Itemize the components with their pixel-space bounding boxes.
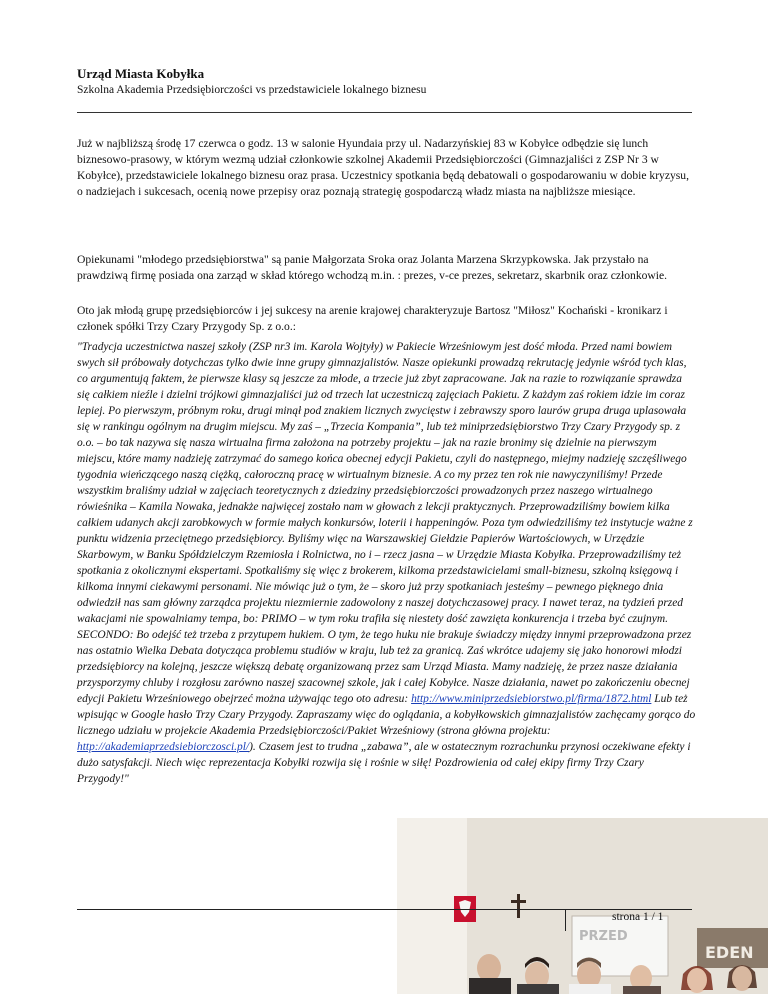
footer-divider (77, 909, 692, 910)
footer-tick (565, 909, 566, 931)
paragraph-intro-quote: Oto jak młodą grupę przedsiębiorców i jej sukcesy na arenie krajowej charakteryzuje Bartosz "Miłosz" Kochański - kronikarz i członek spółki Trzy Czary Przygody Sp. z o.o.: (77, 304, 668, 333)
quote-text-part3: ). Czasem jest to trudna „zabawa”, ale w ostatecznym rozrachunku przynosi oczekiwane efekty i dużo satysfakcji. Niech więc reprezentacja Kobyłki rozwija się i rośnie w siłę! Pozdrowienia od całej ekipy firmy Trzy Czary Przygody!" (77, 741, 691, 785)
quote-text-part2: Lub też wpisując w Google hasło Trzy Czary Przygody. Zapraszamy więc do oglądania, a kobyłkowskich gimnazjalistów zachęcamy gorąco do licznego udziału w projekcie Akademia Przedsiębiorczości/Pakiet Wrześniowy (strona główna projektu: (77, 693, 696, 737)
quote-block (77, 339, 697, 787)
project-home-link[interactable]: http://akademiaprzedsiebiorczosci.pl/ (77, 741, 250, 753)
page-title: Urząd Miasta Kobyłka (77, 66, 205, 81)
page-subtitle: Szkolna Akademia Przedsiębiorczości vs przedstawiciele lokalnego biznesu (77, 84, 427, 96)
company-page-link[interactable]: http://www.miniprzedsiebiorstwo.pl/firma/1872.html (411, 693, 652, 705)
paragraph-announcement: Już w najbliższą środę 17 czerwca o godz. 13 w salonie Hyundaia przy ul. Nadarzyńskiej 83 w Kobyłce odbędzie się lunch biznesowo-prasowy, w którym wezmą udział członkowie szkolnej Akademii Przedsiębiorczości (Gimnazjaliści z ZSP Nr 3 w Kobyłce), przedstawiciele lokalnego biznesu oraz prasa. Uczestnicy spotkania będą debatowali o gospodarowaniu w dobie kryzysu, o nadziejach i sukcesach, ocenią nowe przepisy oraz poznają strategię gospodarczą władz miasta na najbliższe miesiące. (77, 137, 690, 198)
header-divider (77, 112, 692, 113)
board-text-right: EDEN (705, 943, 754, 962)
page-number: strona 1 / 1 (612, 911, 664, 923)
board-text-left: PRZED (579, 929, 628, 944)
group-photo (397, 818, 768, 994)
quote-text-part1: "Tradycja uczestnictwa naszej szkoły (ZSP nr3 im. Karola Wojtyły) w Pakiecie Wrześniowym jest dość młoda. Przed nami bowiem swych sił próbowały dotychczas tylko dwie inne grupy gimnazjalistów. Nasze opiekunki prowadzą rekrutację jedynie wśród tych klas, co argumentują faktem, że pierwsze klasy są jeszcze za młode, a trzecie już zbyt zapracowane. Jak na razie to rozwiązanie sprawdza się całkiem nieźle i dzielni trójkowi gimnazjaliści już od trzech lat uczestniczą zajęciach Pakietu. Z każdym zaś rokiem idzie im coraz lepiej. Po pierwszym, próbnym roku, drugi minął pod znakiem licznych zwycięstw i zebrawszy sporo laurów grupa druga uplasowała się w rankingu ogólnym na drugim miejscu. My zaś – „Trzecia Kompania”, lub też miniprzedsiębiorstwo Trzy Czary Przygody sp. z o.o. – bo tak nazywa się nasza wirtualna firma założona na potrzeby projektu – jak na razie bronimy się dzielnie na pierwszym miejscu, które mamy nadzieję zatrzymać do samego końca obecnej edycji Pakietu, czyli do następnego, miejmy nadzieję szczęśliwego tygodnia wieńczącego naszą ciężką, całoroczną pracę w wirtualnym biznesie. A co my przez ten rok nie nawyczyniliśmy! Przede wszystkim braliśmy udział w zajęciach teoretycznych z dziedziny przedsiębiorczości prowadzonych przez naszego wirtualnego rówieśnika – Kamila Nowaka, jednakże najwięcej zostało nam w głowach z lekcji praktycznych. Przeprowadziliśmy bowiem kilka całkiem udanych akcji zarobkowych w formie małych konkursów, loterii i happeningów. Poza tym odwiedziliśmy też instytucje ważne z punktu widzenia przeciętnego przedsiębiorcy. Byliśmy więc na Warszawskiej Giełdzie Papierów Wartościowych, w Urzędzie Skarbowym, w Banku Spółdzielczym Rzemiosła i Rolnictwa, no i – rzecz jasna – w Urzędzie Miasta Kobyłka. Przeprowadziliśmy też spotkania z okolicznymi ekspertami. Spotkaliśmy się więc z brokerem, kilkoma przedstawicielami small-biznesu, szkolną księgową i kilkoma innymi ciekawymi personami. Nie mówiąc już o tym, że – skoro już przy spotkaniach jesteśmy – pewnego pięknego dnia odwiedził nas sam główny zarządca projektu niezmiernie zadowolony z naszej dotychczasowej pracy. I nawet teraz, na tydzień przed wakacjami nie spowalniamy tempa, bo: PRIMO – w tym roku trafiła się niestety dość zawzięta konkurencja i trzeba być czujnym. SECONDO: Bo odejść też trzeba z przytupem hukiem. O tym, że tego huku nie brakuje świadczy między innymi przeprowadzona przez nas ostatnio Wielka Debata dotycząca problemu studiów w kraju, lub też za granicą. Zaś wkrótce udajemy się jako honorowi młodzi przedsiębiorcy na kolejną, jeszcze większą debatę organizowaną przez sam Urząd Miasta. Mamy nadzieję, że przez nasze działania przysporzymy chluby i rozgłosu zarówno naszej szacownej szkole, jak i całej Kobyłce. Nasze działania, nawet po zakończeniu obecnej edycji Pakietu Wrześniowego obejrzeć można używając tego oto adresu: (77, 341, 693, 705)
paragraph-supervisors: Opiekunami "młodego przedsiębiorstwa" są panie Małgorzata Sroka oraz Jolanta Marzena Skrzypkowska. Jak przystało na prawdziwą firmę posiada ona zarząd w skład którego wchodzą m.in. : prezes, v-ce prezes, sekretarz, skarbnik oraz członkowie. (77, 253, 668, 282)
